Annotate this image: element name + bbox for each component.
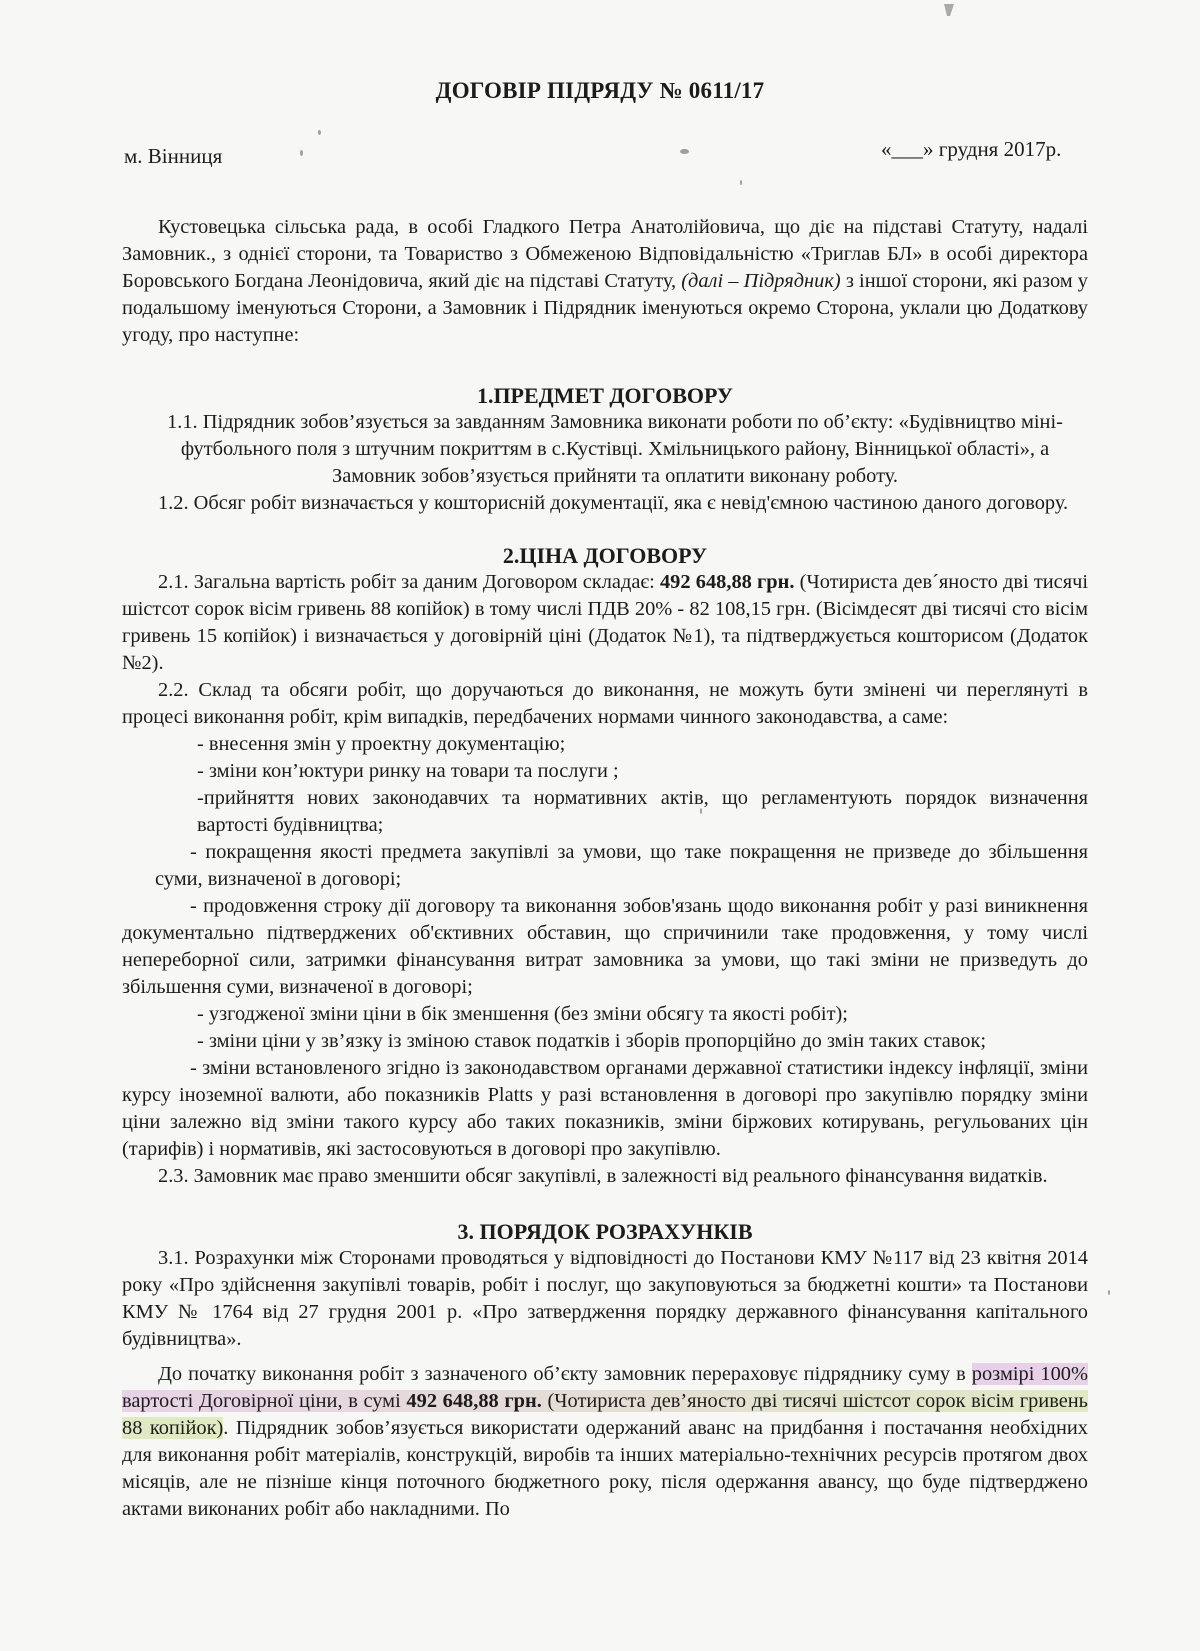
section-1 [122,382,1088,517]
scan-speck [300,150,303,156]
section-2 [122,542,1088,1190]
clause-3-2-text-cont: . Підрядник зобов’язується використати одержаний аванс на придбання і постачання необхідних для виконання робіт матеріалів, конструкцій, виробів та інших матеріально-технічних ресурсів протягом двох місяців, але не пізніше кінця поточного бюджетного року, після одержання авансу, що буде підтверджено актами виконаних робіт або накладними. По [122,1417,1088,1520]
clause-2-3: 2.3. Замовник має право зменшити обсяг закупівлі, в залежності від реального фінансування видатків. [158,1165,1048,1187]
intro-paragraph [122,214,1088,349]
date: «___» грудня 2017р. [881,137,1062,161]
clause-2-1-text: 2.1. Загальна вартість робіт за даним Договором складає: [158,571,660,593]
intro-part1: Кустовецька сільська рада, в особі Гладкого Петра Анатолійовича, що діє на підставі Статуту, надалі Замовник., з однієї сторони, та Товариство з Обмеженою Відповідальністю «Триглав БЛ» в особі директора Боровського Богдана Леонідовича, який діє на підставі Статуту, [122,216,1088,292]
advance-amount: 492 648,88 грн. [406,1390,542,1412]
list-item: - покращення якості предмета закупівлі за умови, що таке покращення не призведе до збільшення суми, визначеної в договорі; [155,841,1088,890]
scan-mark [944,4,954,16]
highlight-part2: (Чотириста дев’яносто дві тисячі шістсот сорок вісім гривень 88 копійок) [122,1390,1088,1439]
scan-speck [1108,1290,1110,1295]
clause-1-1: 1.1. Підрядник зобов’язується за завданням Замовника виконати роботи по об’єкту: «Будівництво міні-футбольного поля з штучним покриттям в с.Кустівці. Хмільницького району, Вінницької області», а Замовник зобов’язується прийняти та оплатити виконану роботу. [167,411,1063,487]
clause-3-1: 3.1. Розрахунки між Сторонами проводяться у відповідності до Постанови КМУ №117 від 23 квітня 2014 року «Про здійснення закупівлі товарів, робіт і послуг, що закуповуються за бюджетні кошти» та Постанови КМУ № 1764 від 27 грудня 2001 р. «Про затвердження порядку державного фінансування капітального будівництва». [122,1247,1088,1350]
clause-2-1-text-cont: (Чотириста дев´яносто дві тисячі шістсот сорок вісім гривень 88 копійок) в тому числі ПДВ 20% - 82 108,15 грн. (Вісімдесят дві тисячі сто вісім гривень 15 копійок) і визначається у договірній ціні (Додаток №1), та підтверджується кошторисом (Додаток №2). [122,571,1088,674]
clause-2-1 [122,569,1088,677]
list-item-text: -прийняття нових законодавчих та нормативних актів, що регламентують порядок визначення вартості будівництва; [197,787,1088,836]
list-item: - узгодженої зміни ціни в бік зменшення (без зміни обсягу та якості робіт); [197,1003,848,1025]
document-title: ДОГОВІР ПІДРЯДУ № 0611/17 [435,78,765,103]
section-2-heading: 2.ЦІНА ДОГОВОРУ [502,543,708,568]
section-3-heading: 3. ПОРЯДОК РОЗРАХУНКІВ [457,1219,753,1244]
intro-part2: з іншої сторони, які разом у подальшому іменуються Сторони, а Замовник і Підрядник іменуються окремо Сторона, уклали цю Додаткову угоду, про наступне: [122,270,1088,346]
list-item: - зміни кон’юктури ринку на товари та послуги ; [197,760,619,782]
list-item: - зміни ціни у зв’язку із зміною ставок податків і зборів пропорційно до змін таких ставок; [197,1030,987,1052]
clause-1-2: 1.2. Обсяг робіт визначається у кошторисній документації, яка є невід'ємною частиною даного договору. [158,492,1069,514]
scan-speck [680,149,689,154]
scan-speck [740,180,742,185]
clause-3-2 [122,1361,1088,1523]
highlight-part1: розмірі 100% вартості Договірної ціни, в сумі [122,1363,1088,1412]
scan-speck [318,130,321,135]
section-3 [122,1218,1088,1523]
list-item: - внесення змін у проектну документацію; [197,733,566,755]
section-1-heading: 1.ПРЕДМЕТ ДОГОВОРУ [476,383,734,408]
contract-amount: 492 648,88 грн. [659,571,795,593]
intro-italic: (далі – Підрядник) [681,270,841,292]
clause-3-2-text: До початку виконання робіт з зазначеного об’єкту замовник перераховує підряднику суму в [158,1363,972,1385]
list-item: - продовження строку дії договору та виконання зобов'язань щодо виконання робіт у разі виникнення документально підтверджених об'єктивних обставин, що спричинили таке продовження, у тому числі непереборної сили, затримки фінансування витрат замовника за умови, що такі зміни не призведуть до збільшення суми, визначеної в договорі; [122,895,1088,998]
list-item: - зміни встановленого згідно із законодавством органами державної статистики індексу інфляції, зміни курсу іноземної валюти, або показників Platts у разі встановлення в договорі про закупівлю порядку зміни ціни залежно від зміни такого курсу або таких показників, зміни біржових котирувань, регульованих цін (тарифів) і нормативів, які застосовуються в договорі про закупівлю. [122,1057,1088,1160]
list-item [122,785,1088,839]
clause-2-2: 2.2. Склад та обсяги робіт, що доручаються до виконання, не можуть бути змінені чи переглянуті в процесі виконання робіт, крім випадків, передбачених нормами чинного законодавства, а саме: [122,679,1088,728]
intro-text [122,214,1088,349]
city: м. Вінниця [124,144,223,168]
